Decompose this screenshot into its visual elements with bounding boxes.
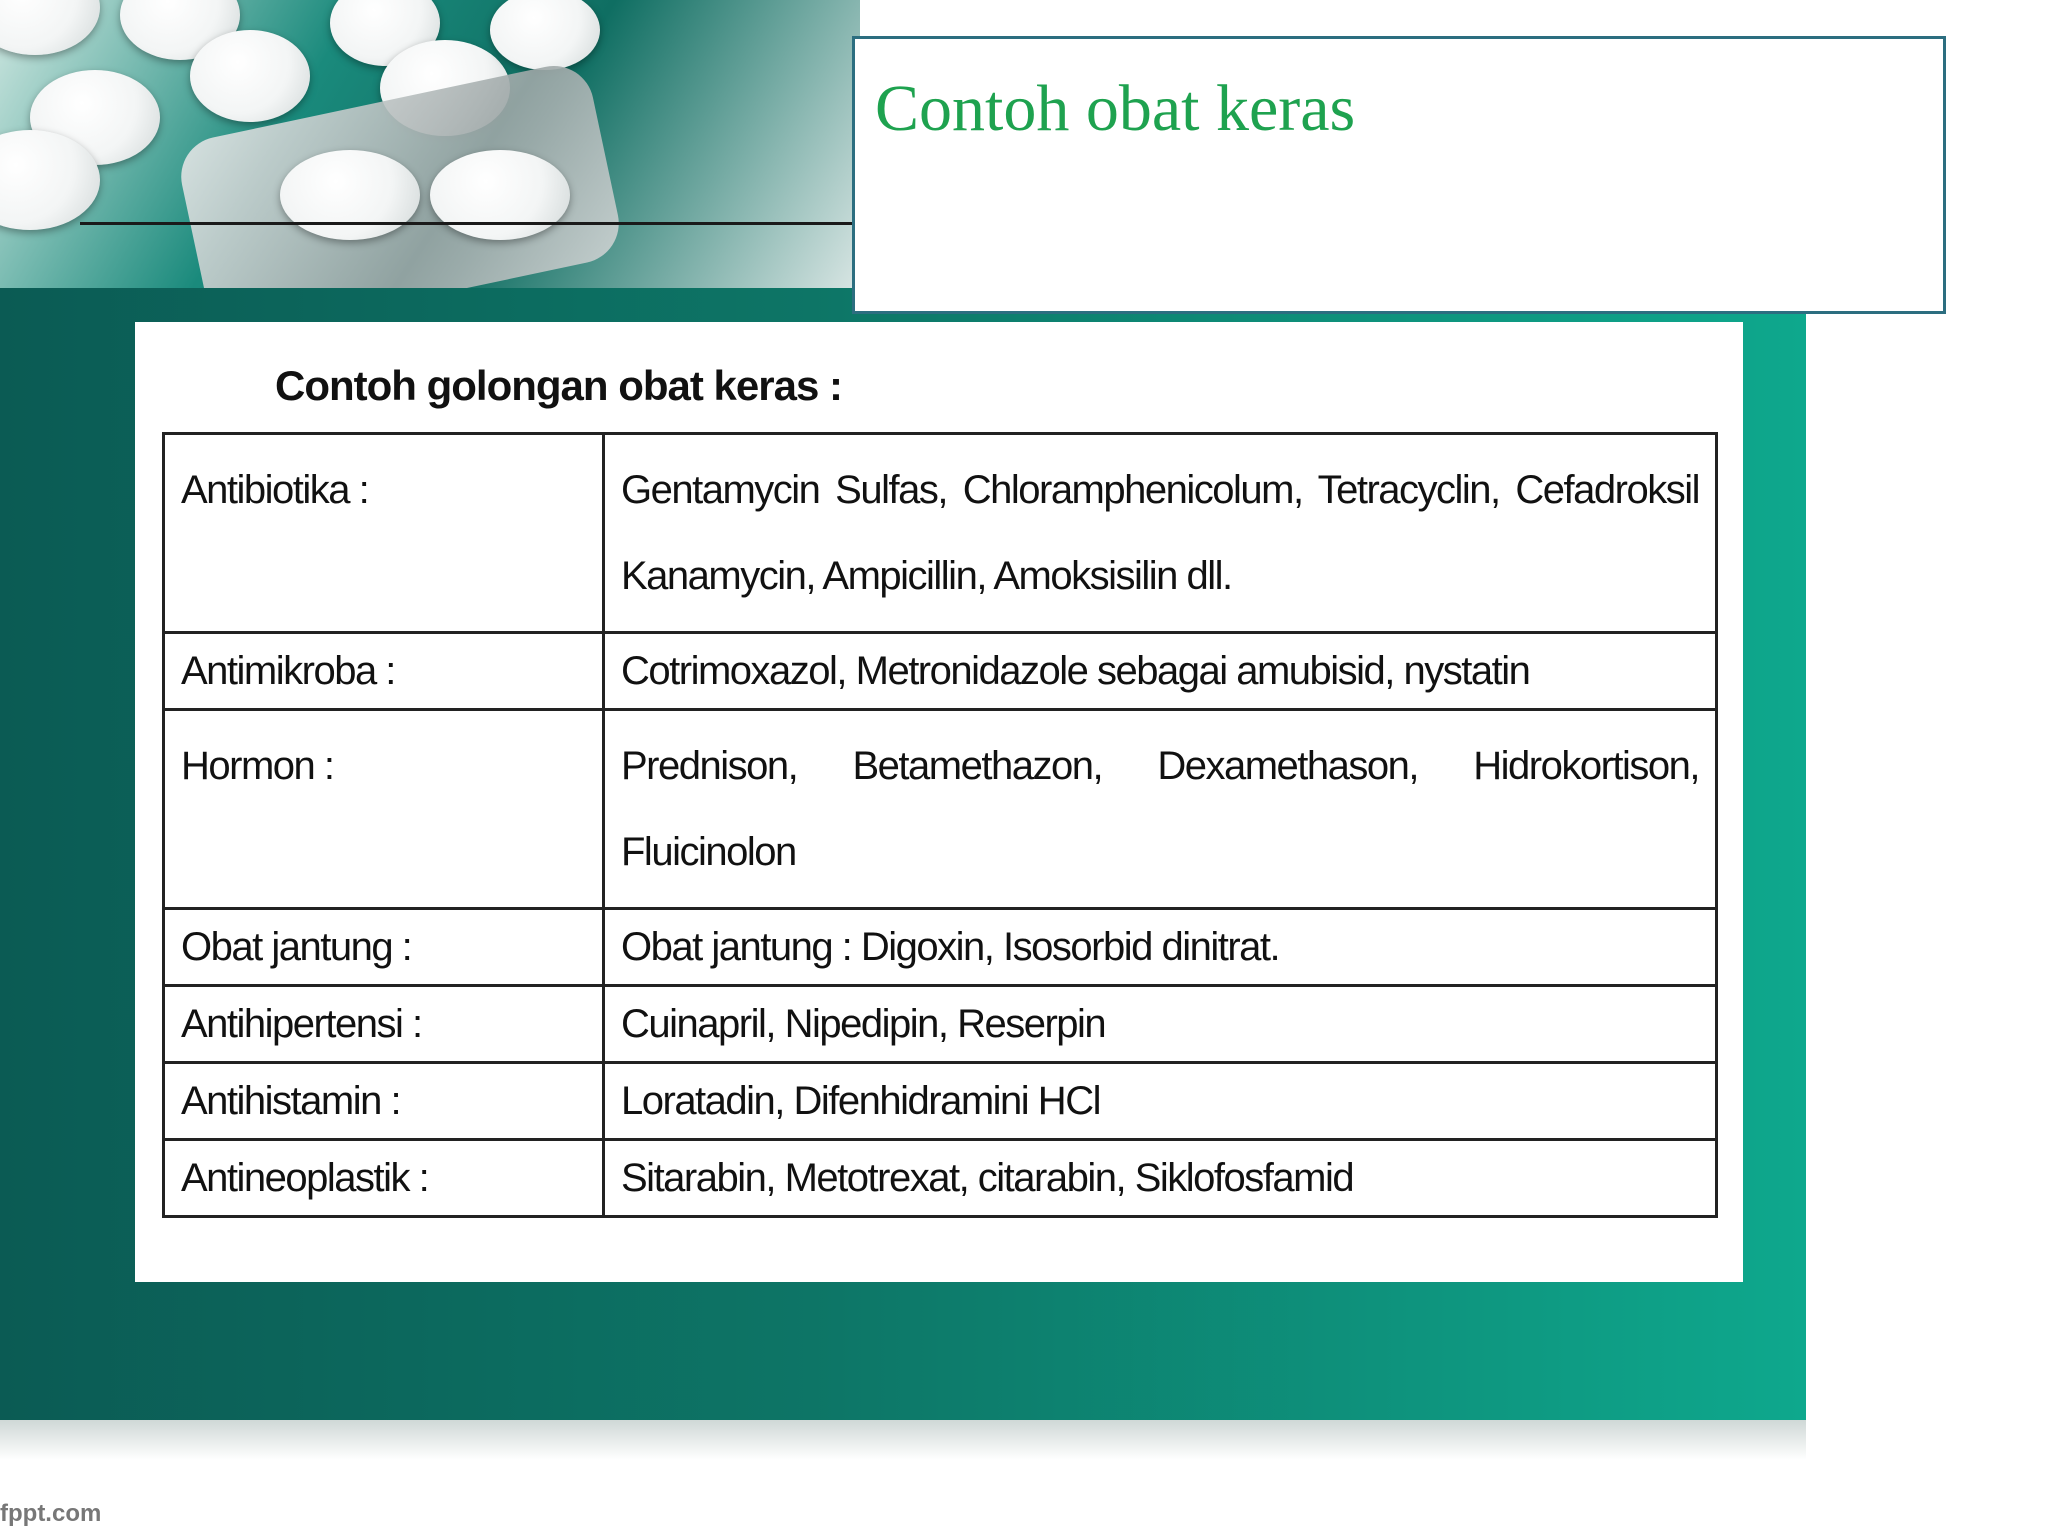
table-row [164,986,1717,1063]
table-row [164,1063,1717,1140]
slide-shadow [0,1420,1806,1460]
table-row [164,710,1717,909]
category-cell: Hormon : [164,710,604,909]
table-row [164,633,1717,710]
items-cell: Prednison, Betamethazon, Dexamethason, Hidrokortison, Fluicinolon [604,710,1717,909]
title-box [852,36,1946,314]
footer-watermark: fppt.com [0,1500,102,1527]
content-card [135,322,1743,1282]
items-cell: Cotrimoxazol, Metronidazole sebagai amubisid, nystatin [604,633,1717,710]
category-cell: Obat jantung : [164,909,604,986]
table-row [164,909,1717,986]
category-cell: Antibiotika : [164,434,604,633]
items-cell: Gentamycin Sulfas, Chloramphenicolum, Tetracyclin, Cefadroksil Kanamycin, Ampicillin, Amoksisilin dll. [604,434,1717,633]
drug-table [162,432,1718,1218]
category-cell: Antihistamin : [164,1063,604,1140]
pills-photo [0,0,860,288]
items-cell: Loratadin, Difenhidramini HCl [604,1063,1717,1140]
table-row [164,434,1717,633]
table-row [164,1140,1717,1217]
table-heading: Contoh golongan obat keras : [275,362,842,409]
items-cell: Cuinapril, Nipedipin, Reserpin [604,986,1717,1063]
category-cell: Antimikroba : [164,633,604,710]
items-cell: Sitarabin, Metotrexat, citarabin, Siklofosfamid [604,1140,1717,1217]
items-cell: Obat jantung : Digoxin, Isosorbid dinitrat. [604,909,1717,986]
category-cell: Antineoplastik : [164,1140,604,1217]
slide-title: Contoh obat keras [875,72,1356,145]
category-cell: Antihipertensi : [164,986,604,1063]
